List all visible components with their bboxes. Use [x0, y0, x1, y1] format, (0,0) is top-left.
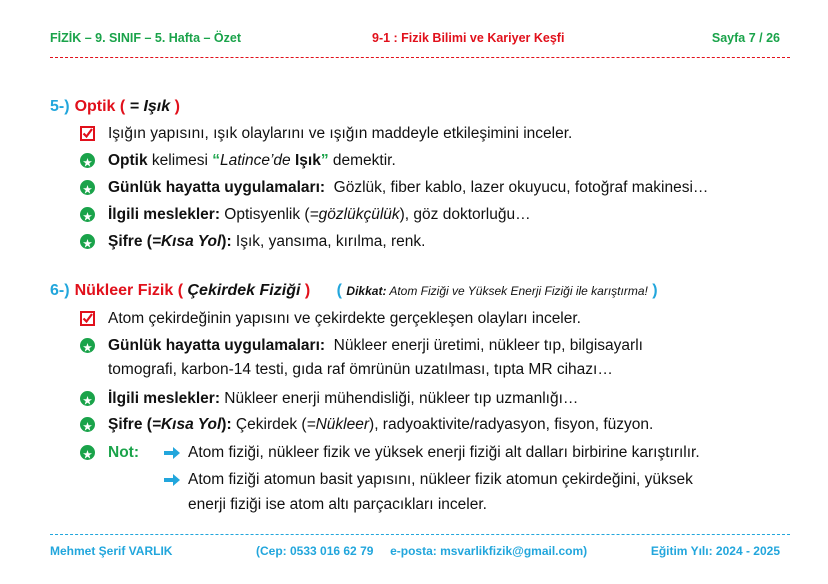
footer-contact: (Cep: 0533 016 62 79 e-posta: msvarlikfizik@gmail.com) [256, 544, 588, 558]
arrow-right-icon [163, 446, 181, 460]
section-5-title: 5-) Optik ( = Işık ) [50, 98, 180, 115]
star-icon [80, 445, 95, 460]
footer-academic-year: Eğitim Yılı: 2024 - 2025 [650, 544, 780, 558]
header-course-title: FİZİK – 9. SINIF – 5. Hafta – Özet [50, 31, 242, 45]
star-icon [80, 338, 95, 353]
header-page-number: Sayfa 7 / 26 [711, 31, 780, 45]
checkbox-icon [80, 126, 95, 141]
arrow-right-icon [163, 473, 181, 487]
header-unit-title: 9-1 : Fizik Bilimi ve Kariyer Keşfi [372, 31, 565, 45]
section-number: 5-) [50, 98, 70, 115]
footer-author: Mehmet Şerif VARLIK [50, 544, 173, 558]
section-number: 6-) [50, 282, 70, 299]
checkbox-icon [80, 311, 95, 326]
footer-divider [50, 534, 790, 535]
star-icon [80, 391, 95, 406]
warning-note: ( Dikkat: Atom Fiziği ve Yüksek Enerji Fiziği ile karıştırma! ) [336, 282, 658, 299]
star-icon [80, 153, 95, 168]
section-6-title: 6-) Nükleer Fizik ( Çekirdek Fiziği ) ( Dikkat: Atom Fiziği ve Yüksek Enerji Fiziği ile karıştırma! ) [50, 282, 658, 299]
note-label: Not: [108, 444, 139, 461]
star-icon [80, 234, 95, 249]
star-icon [80, 180, 95, 195]
star-icon [80, 417, 95, 432]
header-divider [50, 57, 790, 58]
star-icon [80, 207, 95, 222]
